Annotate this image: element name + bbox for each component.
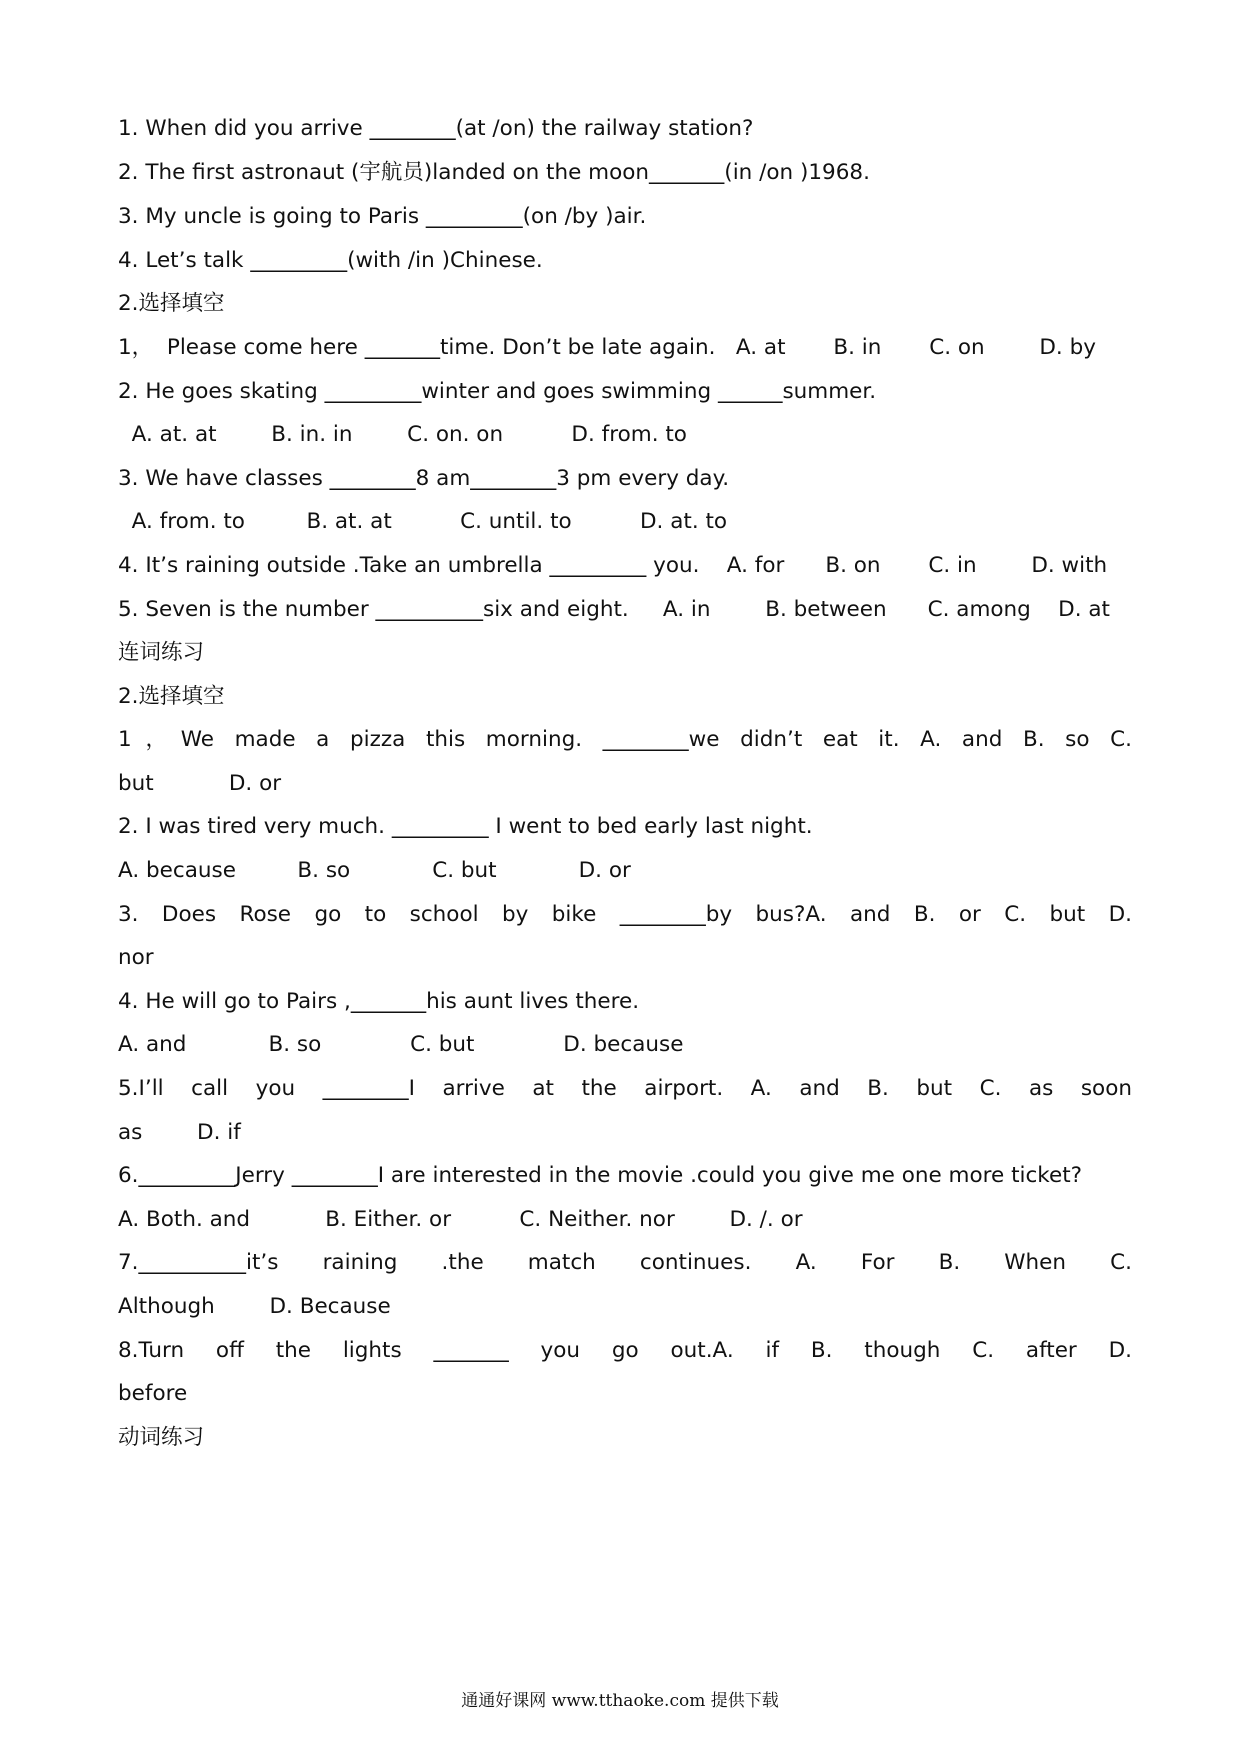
text-line: 3. We have classes ________8 am________3 pm every day. [118,466,730,491]
text-line: 5. Seven is the number __________six and eight. A. in B. between C. among D. at [118,597,1110,622]
text-line: 2. He goes skating _________winter and goes swimming ______summer. [118,379,877,404]
text-line: A. from. to B. at. at C. until. to D. at. to [118,509,728,534]
text-line: 6._________Jerry ________I are interested in the movie .could you give me one more ticket? [118,1163,1083,1188]
text-line: 2. I was tired very much. _________ I went to bed early last night. [118,814,813,839]
text-line: 1. When did you arrive ________(at /on) the railway station? [118,116,754,141]
text-line: 7.__________it’s raining .the match continues. A. For B. When C. [118,1250,1132,1275]
text-line: A. and B. so C. but D. because [118,1032,684,1057]
text-line: nor [118,945,154,970]
text-line: Although D. Because [118,1294,391,1319]
text-line: A. Both. and B. Either. or C. Neither. nor D. /. or [118,1207,803,1232]
section-heading: 动词练习 [118,1425,205,1450]
text-line: A. at. at B. in. in C. on. on D. from. to [118,422,687,447]
text-line: 5.I’ll call you ________I arrive at the airport. A. and B. but C. as soon [118,1076,1132,1101]
text-line: 3. Does Rose go to school by bike ________by bus?A. and B. or C. but D. [118,902,1132,927]
text-line: 4. Let’s talk _________(with /in )Chinese. [118,248,543,273]
text-line: 1，We made a pizza this morning. ________we didn’t eat it. A. and B. so C. [118,727,1132,752]
text-line: 4. He will go to Pairs ,_______his aunt lives there. [118,989,640,1014]
text-line: 4. It’s raining outside .Take an umbrella _________ you. A. for B. on C. in D. with [118,553,1108,578]
section-heading: 2.选择填空 [118,291,225,316]
page-footer: 通通好课网 www.tthaoke.com 提供下载 [461,1691,779,1711]
text-line: 2. The first astronaut (宇航员)landed on the moon_______(in /on )1968. [118,160,870,185]
section-heading: 2.选择填空 [118,684,225,709]
text-line: before [118,1381,188,1406]
text-line: 8.Turn off the lights _______ you go out.A. if B. though C. after D. [118,1338,1132,1363]
section-heading: 连词练习 [118,640,205,665]
text-line: but D. or [118,771,282,796]
text-line: A. because B. so C. but D. or [118,858,631,883]
text-line: 3. My uncle is going to Paris _________(on /by )air. [118,204,647,229]
text-line: 1， Please come here _______time. Don’t be late again. A. at B. in C. on D. by [118,335,1096,360]
text-line: as D. if [118,1120,241,1145]
